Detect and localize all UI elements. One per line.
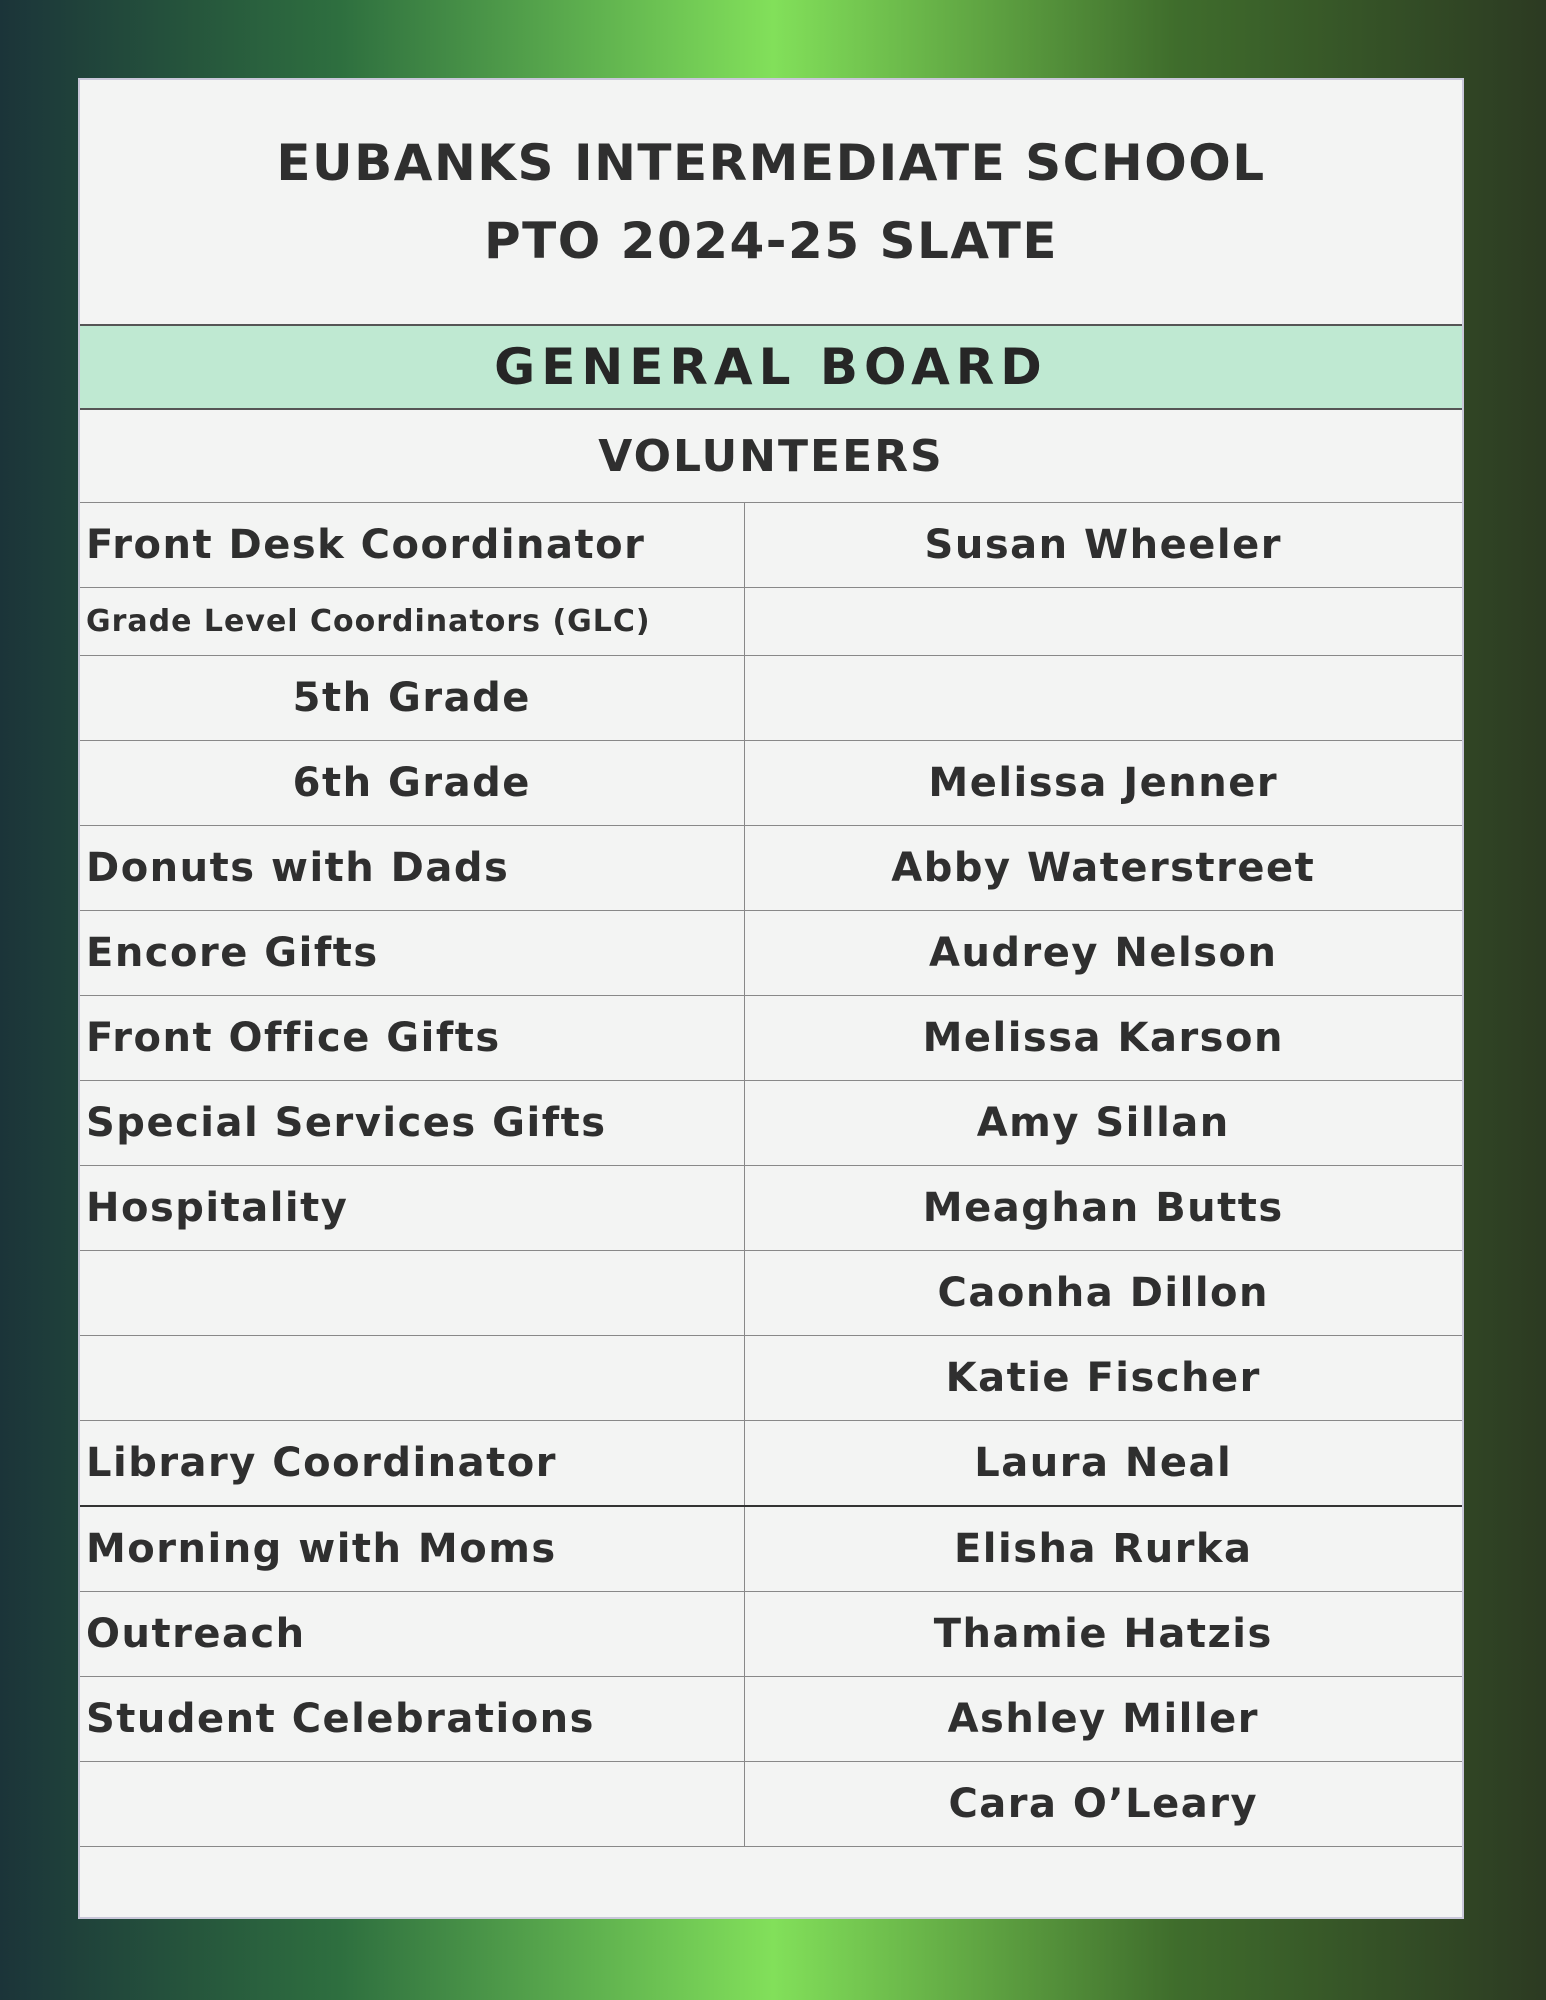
general-board-heading: GENERAL BOARD	[80, 326, 1462, 410]
table-row	[80, 656, 1462, 741]
name-cell: Abby Waterstreet	[744, 826, 1462, 911]
table-row	[80, 1081, 1462, 1166]
table-row	[80, 826, 1462, 911]
table-row	[80, 741, 1462, 826]
name-cell: Thamie Hatzis	[744, 1592, 1462, 1677]
role-cell: Encore Gifts	[80, 911, 744, 996]
role-cell: Morning with Moms	[80, 1506, 744, 1592]
role-cell: Donuts with Dads	[80, 826, 744, 911]
name-cell: Katie Fischer	[744, 1336, 1462, 1421]
name-cell: Ashley Miller	[744, 1677, 1462, 1762]
title-block	[80, 80, 1462, 326]
role-cell	[80, 1336, 744, 1421]
table-row	[80, 1506, 1462, 1592]
name-cell: Meaghan Butts	[744, 1166, 1462, 1251]
role-cell	[80, 1762, 744, 1847]
volunteer-table	[80, 503, 1462, 1847]
role-cell	[80, 1251, 744, 1336]
role-cell: Front Desk Coordinator	[80, 503, 744, 588]
table-row	[80, 588, 1462, 656]
table-row	[80, 1762, 1462, 1847]
table-row	[80, 1421, 1462, 1507]
volunteers-heading: VOLUNTEERS	[80, 410, 1462, 503]
table-row	[80, 996, 1462, 1081]
name-cell: Cara O’Leary	[744, 1762, 1462, 1847]
slate-title: PTO 2024-25 SLATE	[483, 212, 1058, 270]
role-cell: Student Celebrations	[80, 1677, 744, 1762]
name-cell	[744, 656, 1462, 741]
role-cell: 5th Grade	[80, 656, 744, 741]
role-cell: Library Coordinator	[80, 1421, 744, 1507]
name-cell: Elisha Rurka	[744, 1506, 1462, 1592]
slate-sheet	[78, 78, 1464, 1919]
role-cell: Grade Level Coordinators (GLC)	[80, 588, 744, 656]
table-row	[80, 1166, 1462, 1251]
role-cell: Special Services Gifts	[80, 1081, 744, 1166]
name-cell: Audrey Nelson	[744, 911, 1462, 996]
role-cell: Front Office Gifts	[80, 996, 744, 1081]
name-cell: Susan Wheeler	[744, 503, 1462, 588]
name-cell: Melissa Karson	[744, 996, 1462, 1081]
name-cell: Melissa Jenner	[744, 741, 1462, 826]
name-cell: Amy Sillan	[744, 1081, 1462, 1166]
name-cell: Caonha Dillon	[744, 1251, 1462, 1336]
name-cell: Laura Neal	[744, 1421, 1462, 1507]
role-cell: Outreach	[80, 1592, 744, 1677]
table-row	[80, 1592, 1462, 1677]
school-title: EUBANKS INTERMEDIATE SCHOOL	[276, 134, 1266, 192]
role-cell: 6th Grade	[80, 741, 744, 826]
table-row	[80, 1251, 1462, 1336]
table-row	[80, 1336, 1462, 1421]
table-row	[80, 1677, 1462, 1762]
table-row	[80, 503, 1462, 588]
name-cell	[744, 588, 1462, 656]
role-cell: Hospitality	[80, 1166, 744, 1251]
table-row	[80, 911, 1462, 996]
